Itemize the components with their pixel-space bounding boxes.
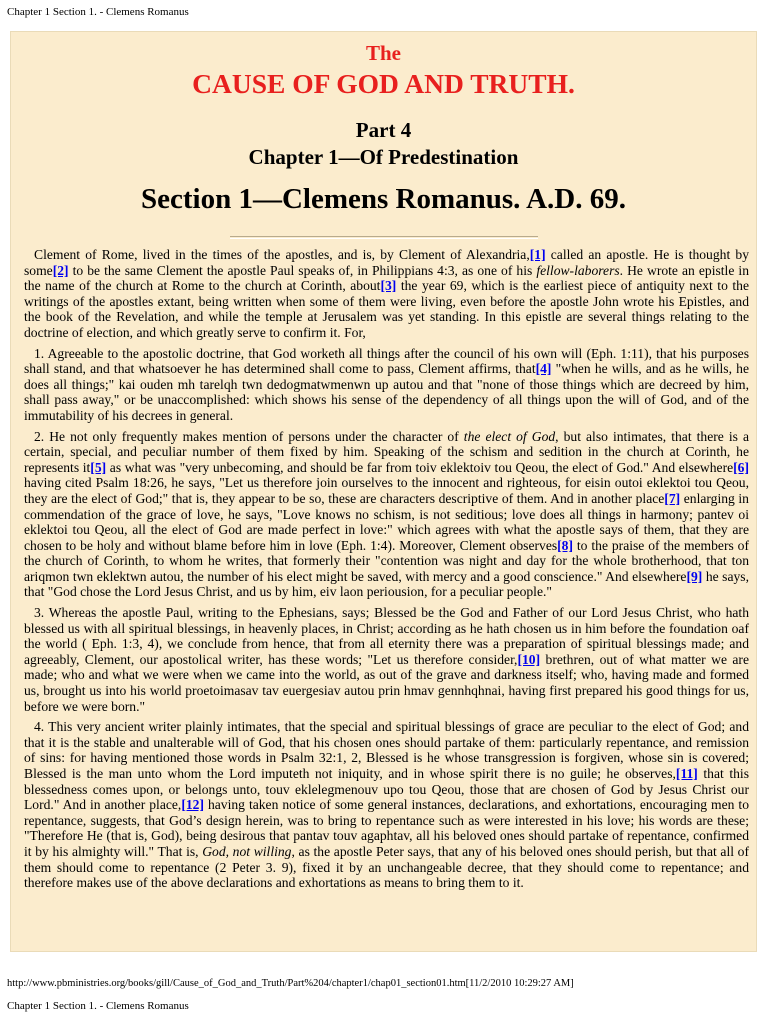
italic-text: God, not willing — [202, 843, 292, 859]
text-run: called an apostle. He is thought by some — [24, 247, 749, 278]
text-run: Clement of Rome, lived in the times of the apostles, and is, by Clement of Alexandria, — [34, 247, 530, 262]
chapter-heading: Chapter 1—Of Predestination — [248, 145, 519, 169]
footnote-link[interactable]: [4] — [535, 361, 552, 377]
text-run: having taken notice of some general instances, declarations, and exhortations, encouraging men to repentance, suggests, that God’s design herein, was to bring to repentance such as were interested in his love; his words are these; "Therefore He (that is, God), being desirous that pantav touv agaphtav, all his beloved ones should partake of repentance, confirmed it by his almighty will." That is, — [24, 797, 749, 859]
paragraph — [24, 719, 749, 891]
paragraph — [24, 429, 749, 601]
text-run: brethren, out of what matter we are made; who and what we were when we came into the world, as out of the grave and darkness itself; who, having made and formed us, brought us into his world proetoimasav tav euergesiav autou prin hmav gennhqhnai, having first prepared his good things for us, before we were born." — [24, 651, 749, 714]
horizontal-rule — [230, 236, 538, 239]
footnote-link[interactable]: [2] — [52, 262, 69, 278]
footnote-link[interactable]: [11] — [675, 766, 698, 781]
body-text — [24, 247, 749, 896]
footnote-link[interactable]: [8] — [557, 537, 574, 553]
footnote-link[interactable]: [10] — [517, 651, 541, 667]
title-the: The — [365, 41, 401, 65]
text-run: 3. Whereas the apostle Paul, writing to the Ephesians, says; Blessed be the God and Father of our Lord Jesus Christ, who hath blessed us with all spiritual blessings, in heavenly places, in Christ; according as he hath chosen us in him before the foundation oaf the world ( Eph. 1:3, 4), we conclude from hence, that from all eternity there was a preparation of spiritual blessings made; and agreeably, Clement, our apostolical writer, has these words; "Let us therefore consider, — [24, 605, 749, 667]
text-run: he says, that "God chose the Lord Jesus Christ, and us by him, eiv laon periousion, for a peculiar people." — [24, 568, 749, 600]
italic-text: fellow-laborers — [536, 262, 620, 278]
text-run: , as the apostle Peter says, that any of his beloved ones should perish, but that all of them should come to repentance (2 Peter 3. 9), fixed it by an unchangeable decree, that they should come to repentance; and therefore makes use of the above declarations and exhortations as means to bring them to it. — [24, 843, 749, 891]
footnote-link[interactable]: [5] — [90, 459, 107, 475]
footnote-link[interactable]: [12] — [181, 797, 204, 813]
text-run: the year 69, which is the earliest piece of antiquity next to the writings of the apostles extant, being written when some of them were living, even before the apostle John wrote his Epistles, and the book of the Revelation, and while the temple at Jerusalem was yet standing. In this epistle are several things relating to the doctrine of election, and which greatly serve to confirm it. For, — [24, 278, 749, 340]
text-run: "when he wills, and as he wills, he does all things;" kai ouden mh tarelqh twn dedogmatwmenwn up autou and that "none of those things which are decreed by him, shall pass away," or be unaccomplished: which shows his sense of the dependency of all things upon the will of God, and of the immutability of his decrees in general. — [24, 361, 749, 423]
print-footer-title: Chapter 1 Section 1. - Clemens Romanus — [7, 1000, 189, 1012]
book-title: CAUSE OF GOD AND TRUTH. — [192, 68, 575, 99]
text-run: 2. He not only frequently makes mention of persons under the character of — [34, 428, 464, 444]
text-run: as what was "very unbecoming, and should be far from toiv eklektoiv tou Qeou, the elect of God." And elsewhere — [106, 459, 734, 475]
text-run: to be the same Clement the apostle Paul speaks of, in Philippians 4:3, as one of his — [68, 262, 537, 278]
text-run: enlarging in commendation of the grace of love, he says, "Love knows no schism, is not seditious; love does all things in harmony; pantev oi eklektoi tou Qeou, all the elect of God are made perfect in love:" which agrees with what the apostle says of them, that they are chosen to be holy and without blame before him in love (Eph. 1:4). Moreover, Clement observes — [24, 490, 749, 553]
document-page — [10, 31, 757, 952]
footnote-link[interactable]: [1] — [529, 247, 546, 262]
footnote-link[interactable]: [6] — [733, 459, 749, 475]
text-run: 4. This very ancient writer plainly intimates, that the special and spiritual blessings of grace are peculiar to the elect of God; and that it is the stable and unalterable will of God, that his chosen ones should partake of them: particularly repentance, and remission of sins: for having mentioned those words in Psalm 32:1, 2, Blessed is he whose transgression is forgiven, whose sin is covered; Blessed is the man unto whom the Lord imputeth not iniquity, and in whose spirit there is no guile; he observes, — [24, 719, 749, 781]
print-footer-url: http://www.pbministries.org/books/gill/Cause_of_God_and_Truth/Part%204/chapter1/chap01_section01.htm[11/2/2010 10:29:27 AM] — [7, 978, 574, 989]
footnote-link[interactable]: [7] — [664, 490, 681, 506]
paragraph — [24, 247, 749, 341]
text-run: to the praise of the members of the church of Corinth, to whom he writes, that formerly their "contention was night and day for the whole brotherhood, that ton ariqmon twn eklektwn autou, the number of his elect might be saved, with mercy and a good conscience." And elsewhere — [24, 537, 749, 584]
text-run: that this blessedness comes upon, or belongs unto, touv eklelegmenouv upo tou Qeou, those that are chosen of God by Jesus Christ our Lord." And in another place, — [24, 766, 749, 813]
text-run: , but also intimates, that there is a certain, special, and peculiar number of them fixed by him. Speaking of the schism and sedition in the church at Corinth, he represents it — [24, 428, 750, 475]
text-run: 1. Agreeable to the apostolic doctrine, that God worketh all things after the council of his own will (Eph. 1:11), that his purposes shall stand, and that whatsoever he has determined shall come to pass, Clement affirms, that — [24, 345, 749, 377]
italic-text: the elect of God — [463, 428, 556, 444]
text-run: having cited Psalm 18:26, he says, "Let us therefore join ourselves to the innocent and righteous, for eisin outoi eklektoi tou Qeou, they are the elect of God;" that is, they appear to be so, these are characters descriptive of them. And in another place — [24, 475, 749, 506]
paragraph — [24, 346, 749, 424]
paragraph — [24, 605, 749, 714]
section-heading: Section 1—Clemens Romanus. A.D. 69. — [141, 183, 626, 215]
footnote-link[interactable]: [3] — [380, 278, 397, 294]
text-run: . He wrote an epistle in the name of the church at Rome to the church at Corinth, about — [24, 262, 749, 294]
print-header: Chapter 1 Section 1. - Clemens Romanus — [7, 6, 189, 18]
part-heading: Part 4 — [355, 118, 412, 142]
footnote-link[interactable]: [9] — [686, 568, 703, 584]
